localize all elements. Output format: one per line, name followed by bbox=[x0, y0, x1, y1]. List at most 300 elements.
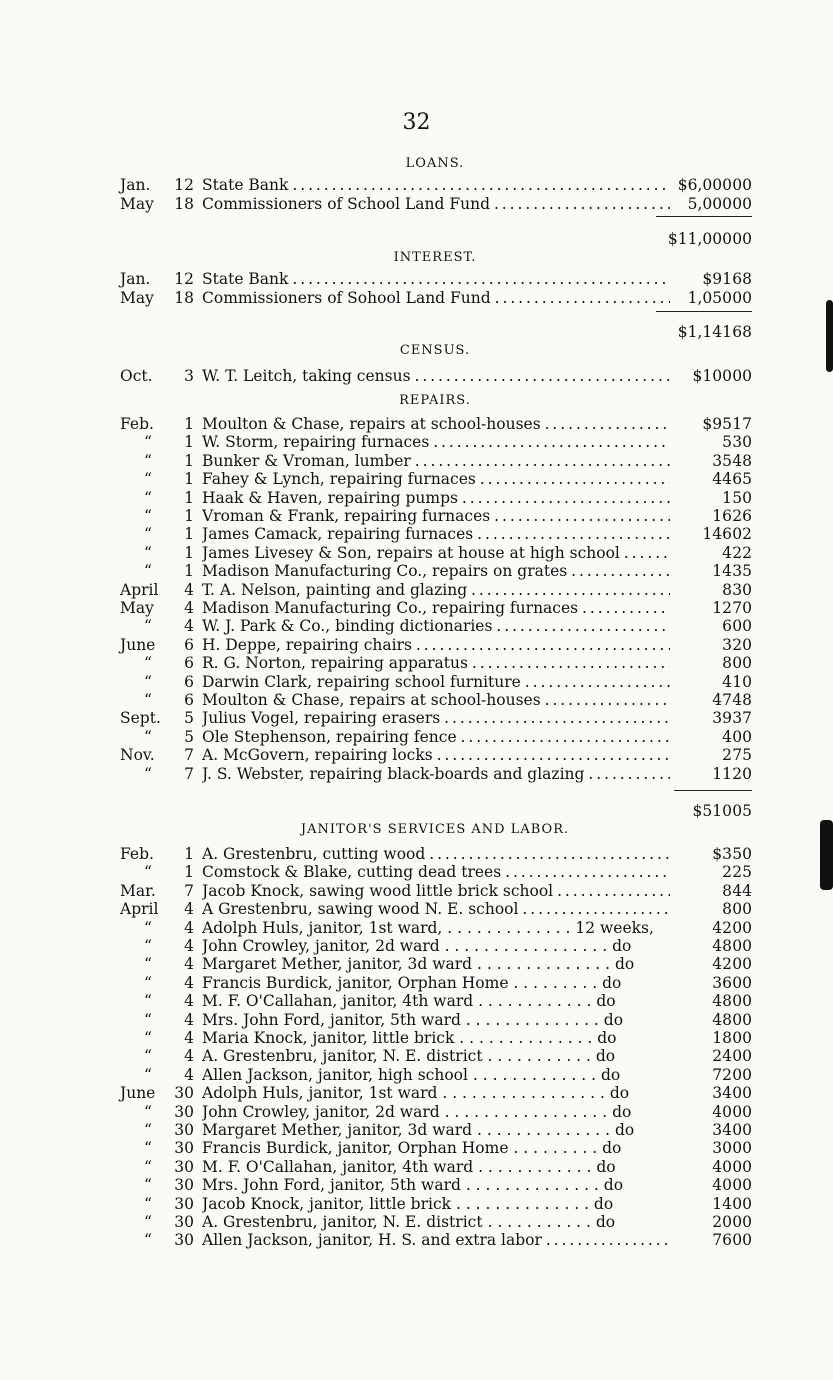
day: 4 bbox=[184, 937, 194, 955]
total-cents: 05 bbox=[732, 802, 752, 820]
amount-cents: 00 bbox=[732, 1231, 752, 1250]
ledger-row bbox=[120, 1103, 752, 1121]
description: Jacob Knock, janitor, little brick . . . . . . . . . . . . . . do bbox=[202, 1194, 614, 1213]
day: 4 bbox=[184, 900, 194, 919]
amount-dollars: 2 bbox=[722, 746, 732, 765]
month: “ bbox=[144, 672, 152, 691]
amount-cents: 30 bbox=[732, 580, 752, 599]
amount-cents: 65 bbox=[732, 470, 752, 489]
ledger-row bbox=[120, 581, 752, 599]
amount-dollars: 48 bbox=[712, 992, 732, 1011]
day: 30 bbox=[174, 1139, 194, 1158]
description: A Grestenbru, sawing wood N. E. school . . . bbox=[202, 900, 670, 918]
amount-cents: 00 bbox=[732, 1047, 752, 1066]
ledger-row bbox=[120, 367, 752, 385]
month: “ bbox=[144, 1194, 152, 1213]
day: 7 bbox=[184, 746, 194, 765]
month: May bbox=[120, 289, 154, 307]
amount-dollars: 48 bbox=[712, 937, 732, 955]
ledger-row bbox=[120, 452, 752, 470]
amount-dollars: 146 bbox=[702, 525, 732, 544]
month: “ bbox=[144, 863, 152, 882]
month: “ bbox=[144, 451, 152, 470]
ledger-row bbox=[120, 974, 752, 992]
ledger-row bbox=[120, 1084, 752, 1102]
month: “ bbox=[144, 992, 152, 1011]
month: June bbox=[120, 1084, 156, 1103]
amount-dollars: $6,000 bbox=[677, 176, 732, 194]
amount-cents: 44 bbox=[732, 881, 752, 900]
month: “ bbox=[144, 433, 152, 452]
description: Bunker & Vroman, lumber . . . bbox=[202, 452, 670, 470]
ledger-row bbox=[120, 1011, 752, 1029]
month: “ bbox=[144, 727, 152, 746]
month: Oct. bbox=[120, 367, 153, 385]
description: Adolph Huls, janitor, 1st ward . . . . . . . . . . . . . . . . . do bbox=[202, 1084, 630, 1103]
amount-dollars: 4 bbox=[722, 672, 732, 691]
month: “ bbox=[144, 507, 152, 525]
scan-edge-mark bbox=[820, 820, 833, 890]
ledger-row bbox=[120, 728, 752, 746]
day: 4 bbox=[184, 955, 194, 974]
amount-cents: 00 bbox=[732, 1213, 752, 1231]
day: 3 bbox=[184, 367, 194, 385]
day: 1 bbox=[184, 845, 194, 863]
month: “ bbox=[144, 1176, 152, 1195]
section-heading-loans: LOANS. bbox=[405, 156, 465, 171]
month: “ bbox=[144, 937, 152, 955]
section-heading-janitor: JANITOR'S SERVICES AND LABOR. bbox=[300, 822, 570, 837]
amount-dollars: 24 bbox=[712, 1047, 732, 1066]
amount-dollars: 40 bbox=[712, 1176, 732, 1195]
description: Mrs. John Ford, janitor, 5th ward . . . . . . . . . . . . . . do bbox=[202, 1176, 624, 1195]
day: 1 bbox=[184, 507, 194, 525]
ledger-row bbox=[120, 1213, 752, 1231]
amount-cents: 68 bbox=[732, 270, 752, 288]
day: 7 bbox=[184, 764, 194, 783]
day: 6 bbox=[184, 654, 194, 673]
day: 1 bbox=[184, 863, 194, 882]
ledger-row bbox=[120, 599, 752, 617]
day: 4 bbox=[184, 1065, 194, 1084]
section-heading-census: CENSUS. bbox=[399, 343, 471, 358]
description: Comstock & Blake, cutting dead trees . . . bbox=[202, 863, 670, 881]
amount-cents: 00 bbox=[732, 900, 752, 919]
description: Allen Jackson, janitor, H. S. and extra labor . . . bbox=[202, 1231, 670, 1249]
amount-cents: 00 bbox=[732, 727, 752, 746]
month: June bbox=[120, 635, 156, 654]
ledger-row bbox=[120, 709, 752, 727]
description: A. McGovern, repairing locks . . . bbox=[202, 746, 670, 764]
amount-cents: 00 bbox=[732, 1139, 752, 1158]
day: 4 bbox=[184, 1010, 194, 1029]
amount-cents: 00 bbox=[732, 1084, 752, 1103]
day: 12 bbox=[174, 176, 194, 194]
amount-dollars: 40 bbox=[712, 1102, 732, 1121]
description: Jacob Knock, sawing wood little brick school . . . bbox=[202, 882, 670, 900]
description: M. F. O'Callahan, janitor, 4th ward . . . . . . . . . . . . do bbox=[202, 992, 616, 1011]
description: W. J. Park & Co., binding dictionaries . . . bbox=[202, 617, 670, 635]
amount-cents: 20 bbox=[732, 635, 752, 654]
ledger-row bbox=[120, 1121, 752, 1139]
total-dollars: $1,141 bbox=[677, 323, 732, 341]
description: Mrs. John Ford, janitor, 5th ward . . . . . . . . . . . . . . do bbox=[202, 1010, 624, 1029]
ledger-row bbox=[120, 863, 752, 881]
amount-dollars: 39 bbox=[712, 709, 732, 728]
ledger-row bbox=[120, 746, 752, 764]
day: 30 bbox=[174, 1084, 194, 1103]
amount-dollars: 30 bbox=[712, 1139, 732, 1158]
description: Madison Manufacturing Co., repairing furnaces . . . bbox=[202, 599, 670, 617]
ledger-row bbox=[120, 1176, 752, 1194]
ledger-row bbox=[120, 882, 752, 900]
ledger-row bbox=[120, 900, 752, 918]
description: Francis Burdick, janitor, Orphan Home . . . . . . . . . do bbox=[202, 1139, 622, 1158]
amount-cents: 00 bbox=[732, 1176, 752, 1195]
description: Commissioners of Sohool Land Fund . . . bbox=[202, 289, 670, 307]
description: State Bank . . . bbox=[202, 270, 670, 288]
ledger-row bbox=[120, 507, 752, 525]
day: 30 bbox=[174, 1157, 194, 1176]
amount-cents: 30 bbox=[732, 433, 752, 452]
amount-dollars: 36 bbox=[712, 973, 732, 992]
month: “ bbox=[144, 1010, 152, 1029]
total-dollars: $510 bbox=[692, 802, 732, 820]
amount-cents: 25 bbox=[732, 863, 752, 882]
description: J. S. Webster, repairing black-boards and glazing . . . bbox=[202, 765, 670, 783]
amount-cents: 10 bbox=[732, 672, 752, 691]
amount-cents: 00 bbox=[732, 1102, 752, 1121]
ledger-row bbox=[120, 765, 752, 783]
day: 4 bbox=[184, 992, 194, 1011]
description: Darwin Clark, repairing school furniture . . . bbox=[202, 673, 670, 691]
amount-cents: 35 bbox=[732, 562, 752, 581]
amount-cents: 00 bbox=[732, 1010, 752, 1029]
amount-cents: 00 bbox=[732, 937, 752, 955]
ledger-row bbox=[120, 1029, 752, 1047]
amount-cents: 20 bbox=[732, 764, 752, 783]
amount-dollars: 18 bbox=[712, 1029, 732, 1047]
ledger-row bbox=[120, 433, 752, 451]
amount-cents: 00 bbox=[732, 617, 752, 636]
amount-dollars: 2 bbox=[722, 863, 732, 882]
month: May bbox=[120, 195, 154, 213]
day: 30 bbox=[174, 1213, 194, 1231]
description: R. G. Norton, repairing apparatus . . . bbox=[202, 654, 670, 672]
amount-cents: 00 bbox=[732, 992, 752, 1011]
month: “ bbox=[144, 488, 152, 507]
month: Sept. bbox=[120, 709, 161, 728]
amount-dollars: 44 bbox=[712, 470, 732, 489]
ledger-row bbox=[120, 992, 752, 1010]
amount-dollars: 8 bbox=[722, 881, 732, 900]
month: “ bbox=[144, 470, 152, 489]
section-heading-repairs: REPAIRS. bbox=[399, 393, 471, 408]
month: Nov. bbox=[120, 746, 155, 765]
amount-dollars: 16 bbox=[712, 507, 732, 525]
month: “ bbox=[144, 543, 152, 562]
day: 1 bbox=[184, 415, 194, 433]
day: 1 bbox=[184, 470, 194, 489]
amount-dollars: 8 bbox=[722, 654, 732, 673]
month: “ bbox=[144, 973, 152, 992]
ledger-row bbox=[120, 636, 752, 654]
month: “ bbox=[144, 955, 152, 974]
section-heading-interest: INTEREST. bbox=[393, 250, 477, 265]
month: “ bbox=[144, 654, 152, 673]
description: H. Deppe, repairing chairs . . . bbox=[202, 636, 670, 654]
description: Commissioners of School Land Fund . . . bbox=[202, 195, 670, 213]
day: 4 bbox=[184, 918, 194, 937]
amount-dollars: 12 bbox=[712, 599, 732, 617]
ledger-row bbox=[120, 617, 752, 635]
month: “ bbox=[144, 691, 152, 709]
month: “ bbox=[144, 1065, 152, 1084]
day: 30 bbox=[174, 1194, 194, 1213]
amount-cents: 00 bbox=[732, 1194, 752, 1213]
amount-cents: 26 bbox=[732, 507, 752, 525]
amount-cents: 00 bbox=[732, 1157, 752, 1176]
description: John Crowley, janitor, 2d ward . . . . . . . . . . . . . . . . . do bbox=[202, 1102, 632, 1121]
amount-cents: 02 bbox=[732, 525, 752, 544]
day: 4 bbox=[184, 580, 194, 599]
day: 4 bbox=[184, 1047, 194, 1066]
ledger-row bbox=[120, 1158, 752, 1176]
description: Vroman & Frank, repairing furnaces . . . bbox=[202, 507, 670, 525]
month: “ bbox=[144, 525, 152, 544]
amount-cents: 17 bbox=[732, 415, 752, 433]
day: 1 bbox=[184, 488, 194, 507]
amount-cents: 37 bbox=[732, 709, 752, 728]
day: 4 bbox=[184, 617, 194, 636]
amount-dollars: 4 bbox=[722, 543, 732, 562]
description: M. F. O'Callahan, janitor, 4th ward . . . . . . . . . . . . do bbox=[202, 1157, 616, 1176]
description: Fahey & Lynch, repairing furnaces . . . bbox=[202, 470, 670, 488]
day: 18 bbox=[174, 195, 194, 213]
ledger-row bbox=[120, 525, 752, 543]
amount-cents: 48 bbox=[732, 451, 752, 470]
description: Ole Stephenson, repairing fence . . . bbox=[202, 728, 670, 746]
description: A. Grestenbru, janitor, N. E. district . . . . . . . . . . . do bbox=[202, 1213, 616, 1231]
amount-dollars: 34 bbox=[712, 1084, 732, 1103]
day: 30 bbox=[174, 1102, 194, 1121]
amount-cents: 00 bbox=[732, 176, 752, 194]
amount-dollars: 1 bbox=[722, 488, 732, 507]
day: 4 bbox=[184, 599, 194, 617]
month: “ bbox=[144, 1139, 152, 1158]
total-dollars: $11,000 bbox=[667, 230, 732, 248]
day: 1 bbox=[184, 433, 194, 452]
ledger-row bbox=[120, 289, 752, 307]
description: Moulton & Chase, repairs at school-houses . . . bbox=[202, 415, 670, 433]
ledger-row bbox=[120, 845, 752, 863]
section-total-interest bbox=[120, 323, 752, 341]
month: “ bbox=[144, 1029, 152, 1047]
description: A. Grestenbru, cutting wood . . . bbox=[202, 845, 670, 863]
month: “ bbox=[144, 562, 152, 581]
month: May bbox=[120, 599, 154, 617]
section-total-repairs bbox=[120, 802, 752, 820]
ledger-row bbox=[120, 1139, 752, 1157]
total-rule bbox=[656, 311, 752, 312]
amount-cents: 00 bbox=[732, 1029, 752, 1047]
month: “ bbox=[144, 1213, 152, 1231]
amount-cents: 00 bbox=[732, 289, 752, 307]
month: “ bbox=[144, 1102, 152, 1121]
amount-cents: 00 bbox=[732, 955, 752, 974]
day: 1 bbox=[184, 525, 194, 544]
ledger-row bbox=[120, 691, 752, 709]
amount-dollars: 8 bbox=[722, 580, 732, 599]
month: “ bbox=[144, 1231, 152, 1250]
total-rule bbox=[656, 216, 752, 217]
day: 7 bbox=[184, 881, 194, 900]
description: T. A. Nelson, painting and glazing . . . bbox=[202, 581, 670, 599]
amount-dollars: $100 bbox=[692, 367, 732, 385]
day: 5 bbox=[184, 727, 194, 746]
amount-dollars: 47 bbox=[712, 691, 732, 709]
amount-cents: 00 bbox=[732, 195, 752, 213]
description: W. Storm, repairing furnaces . . . bbox=[202, 433, 670, 451]
amount-dollars: 48 bbox=[712, 1010, 732, 1029]
amount-dollars: 72 bbox=[712, 1065, 732, 1084]
month: “ bbox=[144, 1121, 152, 1139]
day: 30 bbox=[174, 1121, 194, 1139]
total-rule bbox=[674, 790, 752, 791]
amount-cents: 22 bbox=[732, 543, 752, 562]
section-total-loans bbox=[120, 230, 752, 248]
amount-cents: 75 bbox=[732, 746, 752, 765]
description: James Camack, repairing furnaces . . . bbox=[202, 525, 670, 543]
description: Haak & Haven, repairing pumps . . . bbox=[202, 489, 670, 507]
day: 4 bbox=[184, 973, 194, 992]
amount-cents: 00 bbox=[732, 654, 752, 673]
ledger-row bbox=[120, 544, 752, 562]
description: Madison Manufacturing Co., repairs on grates . . . bbox=[202, 562, 670, 580]
month: “ bbox=[144, 918, 152, 937]
ledger-row bbox=[120, 489, 752, 507]
ledger-row bbox=[120, 1047, 752, 1065]
day: 18 bbox=[174, 289, 194, 307]
ledger-row bbox=[120, 176, 752, 194]
total-cents: 68 bbox=[732, 323, 752, 341]
amount-dollars: 3 bbox=[722, 635, 732, 654]
description: Moulton & Chase, repairs at school-houses . . . bbox=[202, 691, 670, 709]
day: 6 bbox=[184, 672, 194, 691]
page-number: 32 bbox=[402, 110, 431, 135]
ledger-row bbox=[120, 673, 752, 691]
ledger-row bbox=[120, 937, 752, 955]
day: 30 bbox=[174, 1176, 194, 1195]
description: W. T. Leitch, taking census . . . bbox=[202, 367, 670, 385]
description: Julius Vogel, repairing erasers . . . bbox=[202, 709, 670, 727]
day: 12 bbox=[174, 270, 194, 288]
amount-cents: 48 bbox=[732, 691, 752, 709]
amount-dollars: 14 bbox=[712, 1194, 732, 1213]
amount-dollars: 4 bbox=[722, 727, 732, 746]
ledger-row bbox=[120, 955, 752, 973]
month: “ bbox=[144, 1047, 152, 1066]
day: 4 bbox=[184, 1029, 194, 1047]
scan-edge-mark bbox=[826, 300, 833, 372]
description: Margaret Mether, janitor, 3d ward . . . . . . . . . . . . . . do bbox=[202, 1121, 635, 1139]
day: 6 bbox=[184, 635, 194, 654]
amount-dollars: 5 bbox=[722, 433, 732, 452]
description: A. Grestenbru, janitor, N. E. district . . . . . . . . . . . do bbox=[202, 1047, 616, 1066]
day: 30 bbox=[174, 1231, 194, 1250]
month: Jan. bbox=[120, 176, 151, 194]
amount-cents: 00 bbox=[732, 973, 752, 992]
amount-dollars: $91 bbox=[702, 270, 732, 288]
amount-cents: 70 bbox=[732, 599, 752, 617]
day: 1 bbox=[184, 543, 194, 562]
amount-dollars: 11 bbox=[712, 764, 732, 783]
ledger-row bbox=[120, 195, 752, 213]
description: James Livesey & Son, repairs at house at high school . . . bbox=[202, 544, 670, 562]
description: Adolph Huls, janitor, 1st ward, . . . . . . . . . . . . . 12 weeks, bbox=[202, 918, 654, 937]
amount-dollars: $95 bbox=[702, 415, 732, 433]
month: April bbox=[120, 900, 159, 919]
ledger-row bbox=[120, 470, 752, 488]
month: April bbox=[120, 580, 159, 599]
ledger-row bbox=[120, 270, 752, 288]
description: Margaret Mether, janitor, 3d ward . . . . . . . . . . . . . . do bbox=[202, 955, 635, 974]
amount-dollars: 76 bbox=[712, 1231, 732, 1250]
ledger-row bbox=[120, 654, 752, 672]
day: 5 bbox=[184, 709, 194, 728]
total-cents: 00 bbox=[732, 230, 752, 248]
day: 1 bbox=[184, 451, 194, 470]
description: John Crowley, janitor, 2d ward . . . . . . . . . . . . . . . . . do bbox=[202, 937, 632, 955]
amount-dollars: 34 bbox=[712, 1121, 732, 1139]
amount-cents: 00 bbox=[732, 1065, 752, 1084]
amount-dollars: 14 bbox=[712, 562, 732, 581]
description: Maria Knock, janitor, little brick . . . . . . . . . . . . . . do bbox=[202, 1029, 617, 1047]
amount-dollars: 42 bbox=[712, 918, 732, 937]
amount-cents: 00 bbox=[732, 918, 752, 937]
amount-cents: 50 bbox=[732, 488, 752, 507]
amount-dollars: 35 bbox=[712, 451, 732, 470]
amount-dollars: 8 bbox=[722, 900, 732, 919]
amount-dollars: 42 bbox=[712, 955, 732, 974]
description: Francis Burdick, janitor, Orphan Home . . . . . . . . . do bbox=[202, 973, 622, 992]
month: “ bbox=[144, 617, 152, 636]
ledger-row bbox=[120, 1231, 752, 1249]
day: 1 bbox=[184, 562, 194, 581]
amount-cents: 00 bbox=[732, 1121, 752, 1139]
description: State Bank . . . bbox=[202, 176, 670, 194]
ledger-row bbox=[120, 415, 752, 433]
ledger-row bbox=[120, 1066, 752, 1084]
month: Mar. bbox=[120, 881, 156, 900]
amount-dollars: 6 bbox=[722, 617, 732, 636]
ledger-row bbox=[120, 1195, 752, 1213]
month: Feb. bbox=[120, 845, 154, 863]
amount-dollars: 40 bbox=[712, 1157, 732, 1176]
day: 6 bbox=[184, 691, 194, 709]
month: Jan. bbox=[120, 270, 151, 288]
amount-cents: 50 bbox=[732, 845, 752, 863]
amount-dollars: 5,000 bbox=[687, 195, 732, 213]
month: Feb. bbox=[120, 415, 154, 433]
amount-dollars: $3 bbox=[712, 845, 732, 863]
amount-cents: 00 bbox=[732, 367, 752, 385]
month: “ bbox=[144, 1157, 152, 1176]
ledger-row bbox=[120, 919, 752, 937]
month: “ bbox=[144, 764, 152, 783]
amount-dollars: 20 bbox=[712, 1213, 732, 1231]
description: Allen Jackson, janitor, high school . . . . . . . . . . . . . do bbox=[202, 1065, 621, 1084]
